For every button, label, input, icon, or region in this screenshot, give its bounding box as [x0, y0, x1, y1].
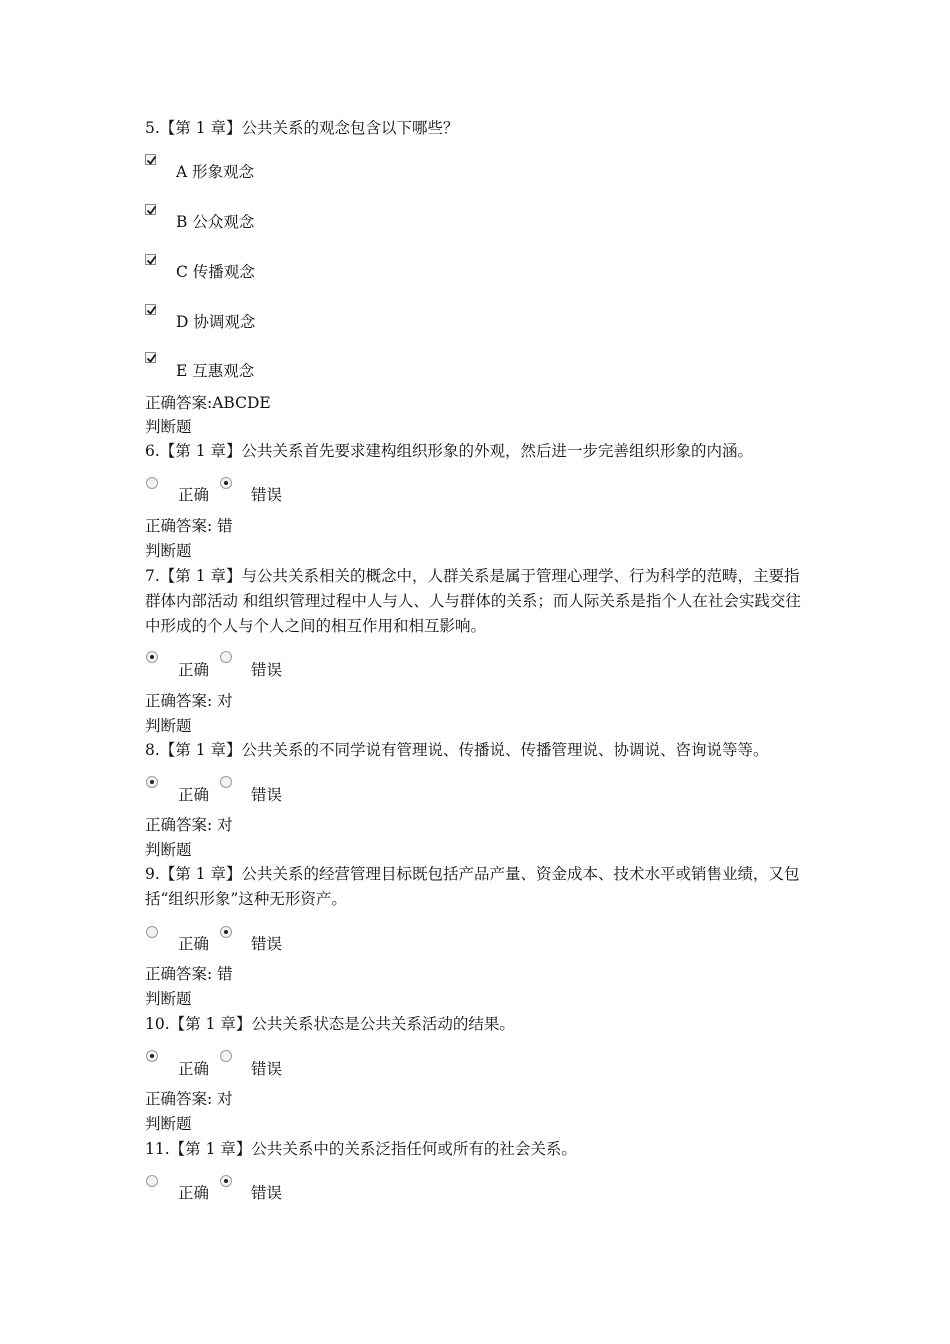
q9-false-radio[interactable]	[220, 926, 232, 938]
q8-answer: 正确答案: 对	[145, 816, 233, 834]
q7-stem: 7.【第 1 章】与公共关系相关的概念中，人群关系是属于管理心理学、行为科学的范畴，主要指群体内部活动 和组织管理过程中人与人、人与群体的关系；而人际关系是指个人在社会实践交往中形成的个人与个人之间的相互作用和相互影响。	[145, 567, 801, 635]
q10-type: 判断题	[145, 990, 192, 1008]
q8-false-label: 错误	[251, 786, 283, 804]
q5-option-a-label: A 形象观念	[176, 163, 255, 181]
q9-true-label: 正确	[178, 935, 210, 953]
q5-option-e-checkbox[interactable]	[145, 352, 156, 363]
q8-true-label: 正确	[178, 786, 210, 804]
q8-true-radio[interactable]	[146, 776, 158, 788]
q10-answer: 正确答案: 对	[145, 1090, 233, 1108]
q8-false-radio[interactable]	[220, 776, 232, 788]
check-icon	[146, 255, 157, 266]
q5-option-b-label: B 公众观念	[176, 213, 255, 231]
q7-true-label: 正确	[178, 661, 210, 679]
q6-false-label: 错误	[251, 486, 283, 504]
q5-answer: 正确答案:ABCDE	[145, 394, 271, 412]
q7-false-label: 错误	[251, 661, 283, 679]
q5-option-d-label: D 协调观念	[176, 313, 256, 331]
q5-option-a-checkbox[interactable]	[145, 154, 156, 165]
q9-type: 判断题	[145, 841, 192, 859]
q9-answer: 正确答案: 错	[145, 965, 233, 983]
q5-option-c-label: C 传播观念	[176, 263, 255, 281]
q10-false-label: 错误	[251, 1060, 283, 1078]
q6-true-label: 正确	[178, 486, 210, 504]
q6-true-radio[interactable]	[146, 477, 158, 489]
q10-stem: 10.【第 1 章】公共关系状态是公共关系活动的结果。	[145, 1015, 515, 1033]
q11-true-radio[interactable]	[146, 1175, 158, 1187]
q11-true-label: 正确	[178, 1184, 210, 1202]
q8-type: 判断题	[145, 717, 192, 735]
q11-type: 判断题	[145, 1115, 192, 1133]
check-icon	[146, 205, 157, 216]
q5-stem: 5.【第 1 章】公共关系的观念包含以下哪些？	[145, 119, 459, 137]
q7-false-radio[interactable]	[220, 651, 232, 663]
q6-type: 判断题	[145, 418, 192, 436]
q10-true-radio[interactable]	[146, 1050, 158, 1062]
check-icon	[146, 305, 157, 316]
q10-true-label: 正确	[178, 1060, 210, 1078]
q11-false-label: 错误	[251, 1184, 283, 1202]
q10-false-radio[interactable]	[220, 1050, 232, 1062]
q5-option-d-checkbox[interactable]	[145, 304, 156, 315]
check-icon	[146, 155, 157, 166]
q11-stem: 11.【第 1 章】公共关系中的关系泛指任何或所有的社会关系。	[145, 1140, 577, 1158]
q5-option-b-checkbox[interactable]	[145, 204, 156, 215]
q6-answer: 正确答案: 错	[145, 517, 233, 535]
q7-answer: 正确答案: 对	[145, 692, 233, 710]
q5-option-e-label: E 互惠观念	[176, 362, 255, 380]
q9-false-label: 错误	[251, 935, 283, 953]
q9-stem: 9.【第 1 章】公共关系的经营管理目标既包括产品产量、资金成本、技术水平或销售业绩，又包括“组织形象”这种无形资产。	[145, 865, 800, 908]
q6-false-radio[interactable]	[220, 477, 232, 489]
q8-stem: 8.【第 1 章】公共关系的不同学说有管理说、传播说、传播管理说、协调说、咨询说等等。	[145, 741, 769, 759]
check-icon	[146, 353, 157, 364]
q6-stem: 6.【第 1 章】公共关系首先要求建构组织形象的外观，然后进一步完善组织形象的内涵。	[145, 442, 754, 460]
q9-true-radio[interactable]	[146, 926, 158, 938]
q5-option-c-checkbox[interactable]	[145, 254, 156, 265]
q7-true-radio[interactable]	[146, 651, 158, 663]
q11-false-radio[interactable]	[220, 1175, 232, 1187]
q7-type: 判断题	[145, 542, 192, 560]
